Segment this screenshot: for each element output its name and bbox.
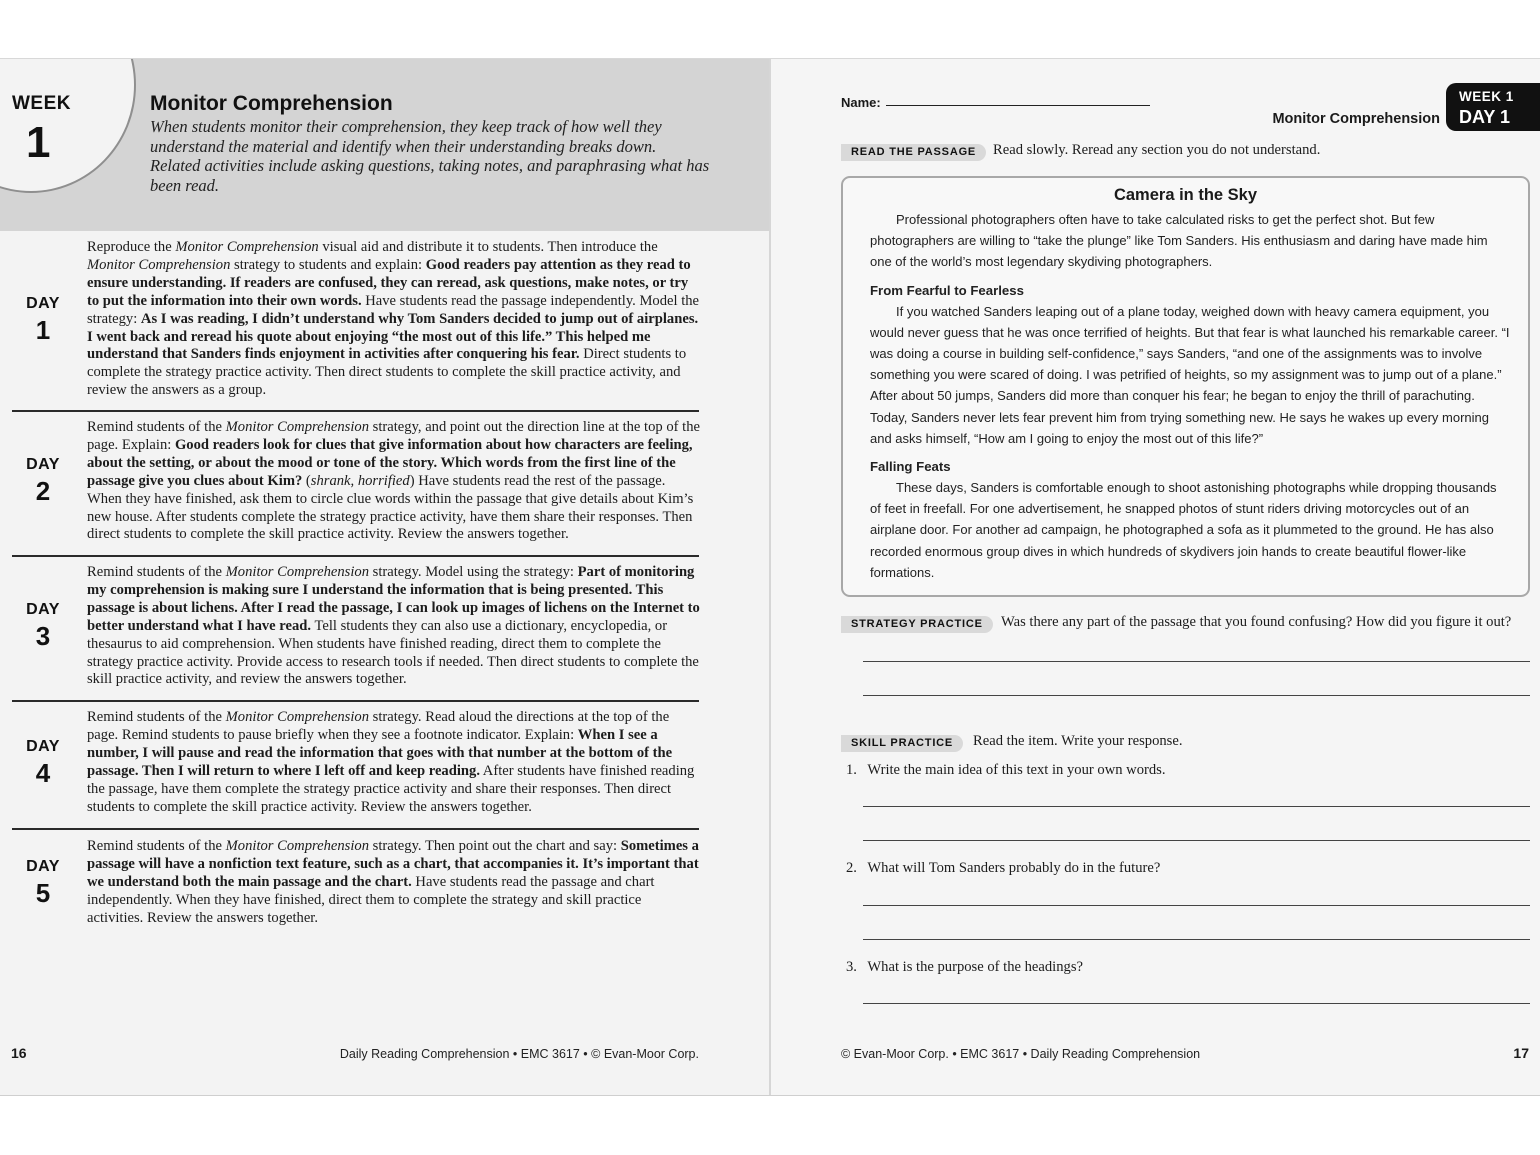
instruction-segment: After students have finished reading the passage, have them complete the strategy practice activity and share their responses. Then direct students to complete the skill practice activity. Review the answers together. [87,762,695,815]
question-1-number: 1. [846,762,857,778]
question-2-text: What will Tom Sanders probably do in the future? [867,860,1161,876]
question-1-text: Write the main idea of this text in your own words. [867,762,1166,778]
student-page [771,59,1540,1096]
instruction-segment: strategy. Then point out the chart and say: [369,838,621,854]
instruction-segment: Remind students of the [87,709,226,725]
instruction-segment: Monitor Comprehension [175,239,319,255]
instruction-segment: When I see a number, I will pause and read the information that goes with that number at the bottom of the passage. Then I will return to where I left off and keep reading. [87,726,673,779]
passage-title: Camera in the Sky [1113,186,1258,204]
strategy-answer-line-1[interactable] [863,661,1530,662]
question-2-answer-line-2[interactable] [863,939,1530,940]
question-3-number: 3. [846,959,857,975]
day-5-block [12,830,699,940]
footer-left: Daily Reading Comprehension • EMC 3617 • © Evan-Moor Corp. [339,1047,699,1061]
instruction-segment: Reproduce the [87,239,176,255]
passage-intro: Professional photographers often have to take calculated risks to get the perfect shot. But few photographers are willing to “take the plunge” like Tom Sanders. His enthusiasm and daring have made him one of the world’s most legendary skydiving photographers. [870,212,1488,270]
instruction-segment: Have students read the passage and chart independently. When they have finished, direct them to complete the strategy and skill practice activities. Review the answers together. [87,873,655,926]
question-2-number: 2. [846,860,857,876]
day-3-tag: DAY 3 [26,601,60,651]
week-number: 1 [26,118,51,167]
page-number-left: 16 [11,1045,27,1061]
teacher-page [0,59,770,1096]
passage-paragraph-1: If you watched Sanders leaping out of a plane today, weighed down with heavy camera equipment, you would never guess that he was once terrified of heights. But that fear is what launched his remarkable career. “I was doing a course in building self-confidence,” says Sanders, “and one of the assignments was to involve something you were scared of doing. I was petrified of heights, so my assignment was to jump out of a plane.” After about 50 jumps, Sanders did more than conquer his fear; he began to enjoy the thrill of parachuting. Today, Sanders never lets fear prevent him from trying something new. He says he wakes up every morning and asks himself, “How am I going to enjoy the most out of this life?” [870,303,1510,446]
lesson-description: When students monitor their comprehension, they keep track of how well they understand the material and identify when their understanding breaks down. Related activities include asking questions, taking notes, and paraphrasing what has been read. [150,117,710,195]
day-4-instructions [87,709,701,816]
tab-week: WEEK 1 [1459,89,1514,104]
instruction-segment: strategy. Read aloud the directions at the top of the page. Remind students to pause briefly when they see a footnote indicator. Explain: [87,709,670,743]
tab-day: DAY 1 [1459,107,1511,127]
instruction-segment: Monitor Comprehension [87,256,231,273]
skill-practice-direction: Read the item. Write your response. [973,733,1183,749]
day-4-block [12,702,699,830]
day-5-tag: DAY 5 [26,858,60,908]
name-label: Name: [841,95,881,110]
question-2-answer-line-1[interactable] [863,905,1530,906]
question-1-answer-line-2[interactable] [863,840,1530,841]
instruction-segment: Remind students of the [87,419,226,435]
question-1 [846,762,1166,779]
instruction-segment: Monitor Comprehension [225,564,370,580]
day-2-instructions [87,419,701,544]
skill-practice-label: SKILL PRACTICE [841,735,963,752]
instruction-segment: Good readers pay attention as they read to ensure understanding. If readers are confused, they can reread, ask questions, make notes, or try to put the information into their own words. [87,256,691,309]
instruction-segment: Have students read the passage independently. Model the strategy: [87,292,700,327]
instruction-segment: Sometimes a passage will have a nonfiction text feature, such as a chart, that accompanies it. It’s important that we understand both the main passage and the chart. [87,838,699,890]
instruction-segment: Part of monitoring my comprehension is making sure I understand the information that is being presented. This passage is about lichens. After I read the passage, I can look up images of lichens on the Internet to better understand what I have read. [87,564,700,634]
strategy-name: Monitor Comprehension [1272,111,1440,127]
passage-heading-1: From Fearful to Fearless [870,282,1024,298]
instruction-segment: strategy. Model using the strategy: [369,564,578,580]
instruction-segment: Remind students of the [87,838,226,854]
day-1-tag: DAY 1 [26,295,60,345]
day-5-instructions [87,838,701,928]
day-3-block [12,557,699,702]
instruction-segment: strategy to students and explain: [230,256,426,273]
week-circle [0,59,136,193]
question-2 [846,860,1160,877]
instruction-segment: ) Have students read the rest of the passage. When they have finished, ask them to circle clue words within the passage that give details about Kim’s new house. After students complete the strategy practice activity, have them share their responses. Then direct students to complete the skill practice activity. Review the answers together. [87,472,694,543]
instruction-segment: Monitor Comprehension [225,419,370,435]
instruction-segment: shrank, horrified [310,472,410,489]
instruction-segment: Monitor Comprehension [225,709,370,725]
instruction-segment: visual aid and distribute it to students. Then introduce the [318,239,658,255]
strategy-practice-label: STRATEGY PRACTICE [841,616,993,633]
week-day-tab [1446,83,1540,131]
passage-box [841,176,1530,597]
instruction-segment: Good readers look for clues that give information about how characters are feeling, about the setting, or about the mood or tone of the story. Which words from the first line of the passage give you clues about Kim? [87,436,693,489]
passage-paragraph-2: These days, Sanders is comfortable enough to shoot astonishing photographs while dropping thousands of feet in freefall. For one advertisement, he snapped photos of stunt riders driving motorcycles out of an airplane door. For another ad campaign, he photographed a sofa as it plummeted to the ground. He has also recorded enormous group dives in which hundreds of skydivers join hands to create beautiful flower-like formations. [870,480,1497,580]
strategy-answer-line-2[interactable] [863,695,1530,696]
instruction-segment: Remind students of the [87,564,226,580]
instruction-segment: ( [302,472,311,489]
read-passage-label: READ THE PASSAGE [841,144,986,161]
book-spread [0,58,1540,1096]
day-2-tag: DAY 2 [26,456,60,506]
day-4-tag: DAY 4 [26,738,60,788]
question-3-text: What is the purpose of the headings? [867,959,1083,975]
instruction-segment: Tell students they can also use a dictionary, encyclopedia, or thesaurus to aid comprehension. When students have finished reading, direct them to complete the strategy practice activity. Provide access to research tools if needed. Then direct students to complete the skill practice activity, and review the answers together. [87,617,699,688]
day-2-block [12,412,699,557]
name-field-line[interactable] [886,105,1150,106]
lesson-header [0,59,770,231]
passage-heading-2: Falling Feats [870,459,951,475]
passage-body [870,209,1510,583]
question-1-answer-line-1[interactable] [863,806,1530,807]
strategy-practice-question: Was there any part of the passage that you found confusing? How did you figure it out? [1001,614,1512,630]
day-1-instructions [87,239,701,400]
day-3-instructions [87,564,701,689]
instruction-segment: Monitor Comprehension [225,838,370,854]
instruction-segment: As I was reading, I didn’t understand why Tom Sanders decided to jump out of airplanes. I went back and reread his quote about enjoying “the most out of this life.” This helped me understand that Sanders finds enjoyment in activities after conquering his fear. [87,310,699,363]
question-3 [846,959,1083,976]
instruction-segment: strategy, and point out the direction line at the top of the page. Explain: [87,419,700,453]
week-label: WEEK [12,93,71,114]
day-1-block [12,235,699,412]
footer-right: © Evan-Moor Corp. • EMC 3617 • Daily Reading Comprehension [841,1047,1201,1061]
page-number-right: 17 [1513,1045,1529,1061]
lesson-title: Monitor Comprehension [150,92,393,115]
question-3-answer-line[interactable] [863,1003,1530,1004]
read-passage-direction: Read slowly. Reread any section you do not understand. [993,142,1321,158]
instruction-segment: Direct students to complete the strategy practice activity. Then direct students to complete the skill practice activity, and review the answers as a group. [87,346,687,399]
